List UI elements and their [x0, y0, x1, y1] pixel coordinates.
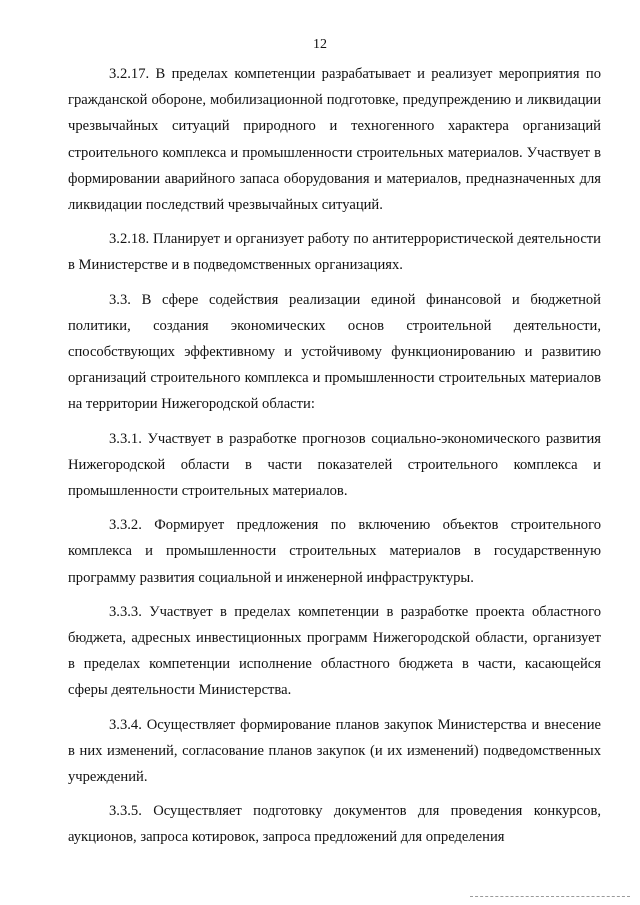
paragraph-3-3-2: 3.3.2. Формирует предложения по включению объектов строительного комплекса и промышленности строительных материалов в государственную программу развития социальной и инженерной инфраструктуры. — [68, 517, 601, 586]
document-body — [68, 61, 601, 851]
paragraph-3-3-3: 3.3.3. Участвует в пределах компетенции в разработке проекта областного бюджета, адресных инвестиционных программ Нижегородской области, организует в пределах компетенции исполнение областного бюджета в части, касающейся сферы деятельности Министерства. — [68, 603, 601, 699]
paragraph-3-3-5: 3.3.5. Осуществляет подготовку документов для проведения конкурсов, аукционов, запроса котировок, запроса предложений для определения — [68, 803, 601, 846]
paragraph-3-3-4: 3.3.4. Осуществляет формирование планов закупок Министерства и внесение в них изменений, согласование планов закупок (и их изменений) подведомственных учреждений. — [68, 716, 601, 786]
paragraph-3-2-17: 3.2.17. В пределах компетенции разрабатывает и реализует мероприятия по гражданской обороне, мобилизационной подготовке, предупреждению и ликвидации чрезвычайных ситуаций природного и техногенного характера организаций строительного комплекса и промышленности строительных материалов. Участвует в формировании аварийного запаса оборудования и материалов, предназначенных для ликвидации последствий чрезвычайных ситуаций. — [68, 66, 601, 214]
scan-edge-mark — [470, 896, 630, 899]
paragraph-3-3-1: 3.3.1. Участвует в разработке прогнозов социально-экономического развития Нижегородской области в части показателей строительного комплекса и промышленности строительных материалов. — [68, 430, 601, 500]
paragraph-3-3: 3.3. В сфере содействия реализации единой финансовой и бюджетной политики, создания экономических основ строительной деятельности, способствующих эффективному и устойчивому функционированию и развитию организаций строительного комплекса и промышленности строительных материалов на территории Нижегородской области: — [68, 291, 601, 413]
page-number: 12 — [313, 37, 327, 52]
paragraph-3-2-18: 3.2.18. Планирует и организует работу по антитеррористической деятельности в Министерстве и в подведомственных организациях. — [68, 231, 601, 274]
